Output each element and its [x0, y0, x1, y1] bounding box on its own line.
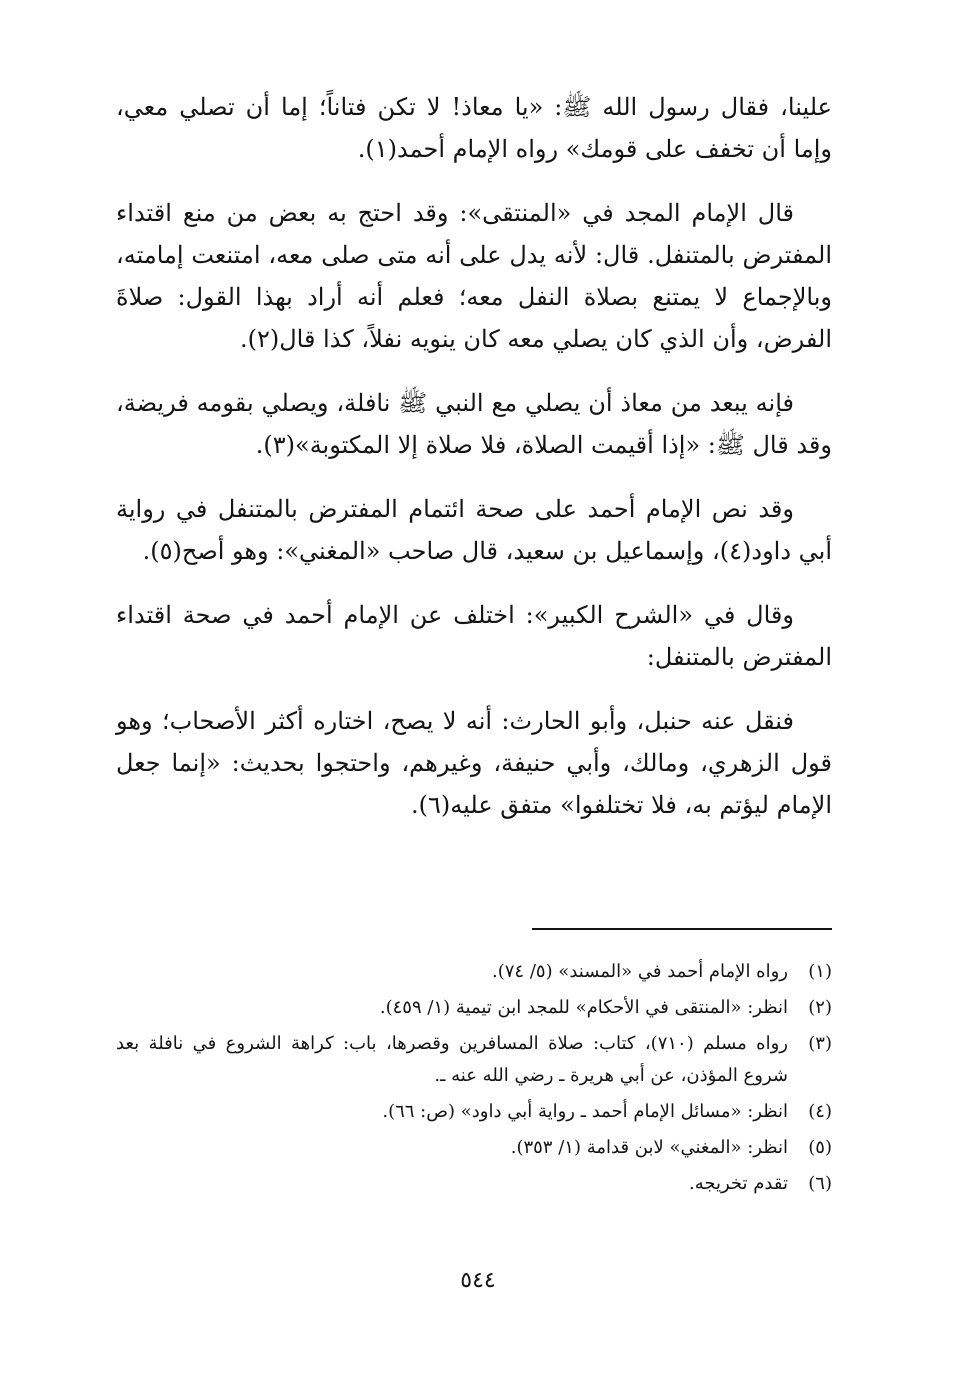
paragraph: فإنه يبعد من معاذ أن يصلي مع النبي ﷺ نافلة، ويصلي بقومه فريضة، وقد قال ﷺ: «إذا أقيمت الصلاة، فلا صلاة إلا المكتوبة»(٣). [116, 389, 832, 459]
paragraph: وقال في «الشرح الكبير»: اختلف عن الإمام أحمد في صحة اقتداء المفترض بالمتنفل: [116, 601, 832, 671]
footnote-number: (٥) [808, 1137, 832, 1158]
footnote-number: (٣) [808, 1033, 832, 1054]
footnotes [116, 956, 832, 1204]
footnote [116, 1096, 832, 1128]
footnote [116, 956, 832, 988]
footnote-number: (١) [808, 961, 832, 982]
footnote [116, 1028, 832, 1092]
footnote-number: (٤) [808, 1101, 832, 1122]
footnote [116, 992, 832, 1024]
footnote-text: تقدم تخريجه. [689, 1173, 788, 1194]
footnote-text: انظر: «المغني» لابن قدامة (١/ ٣٥٣). [510, 1137, 788, 1158]
footnote [116, 1132, 832, 1164]
paragraph: وقد نص الإمام أحمد على صحة ائتمام المفترض بالمتنفل في رواية أبي داود(٤)، وإسماعيل بن سعيد، قال صاحب «المغني»: وهو أصح(٥). [116, 495, 832, 565]
footnote-text: انظر: «المنتقى في الأحكام» للمجد ابن تيمية (١/ ٤٥٩). [379, 997, 788, 1018]
footnote-text: رواه مسلم (٧١٠)، كتاب: صلاة المسافرين وقصرها، باب: كراهة الشروع في نافلة بعد شروع المؤذن، عن أبي هريرة ـ رضي الله عنه ـ. [116, 1033, 788, 1086]
paragraph: علينا، فقال رسول الله ﷺ: «يا معاذ! لا تكن فتاناً؛ إما أن تصلي معي، وإما أن تخفف على قومك» رواه الإمام أحمد(١). [116, 93, 832, 163]
footnote-number: (٦) [808, 1173, 832, 1194]
footnote-text: انظر: «مسائل الإمام أحمد ـ رواية أبي داود» (ص: ٦٦). [382, 1101, 788, 1122]
paragraph: قال الإمام المجد في «المنتقى»: وقد احتج به بعض من منع اقتداء المفترض بالمتنفل. قال: لأنه يدل على أنه متى صلى معه، امتنعت إمامته، وبالإجماع لا يمتنع بصلاة النفل معه؛ فعلم أنه أراد بهذا القول: صلاةَ الفرض، وأن الذي كان يصلي معه كان ينويه نفلاً، كذا قال(٢). [116, 199, 832, 353]
footnote-number: (٢) [808, 997, 832, 1018]
footnote-text: رواه الإمام أحمد في «المسند» (٥/ ٧٤). [492, 961, 788, 982]
footnote [116, 1168, 832, 1200]
main-text [116, 86, 832, 848]
footnote-divider [532, 928, 832, 930]
paragraph: فنقل عنه حنبل، وأبو الحارث: أنه لا يصح، اختاره أكثر الأصحاب؛ وهو قول الزهري، ومالك، وأبي حنيفة، وغيرهم، واحتجوا بحديث: «إنما جعل الإمام ليؤتم به، فلا تختلفوا» متفق عليه(٦). [116, 707, 832, 819]
page-number: ٥٤٤ [460, 1268, 496, 1293]
